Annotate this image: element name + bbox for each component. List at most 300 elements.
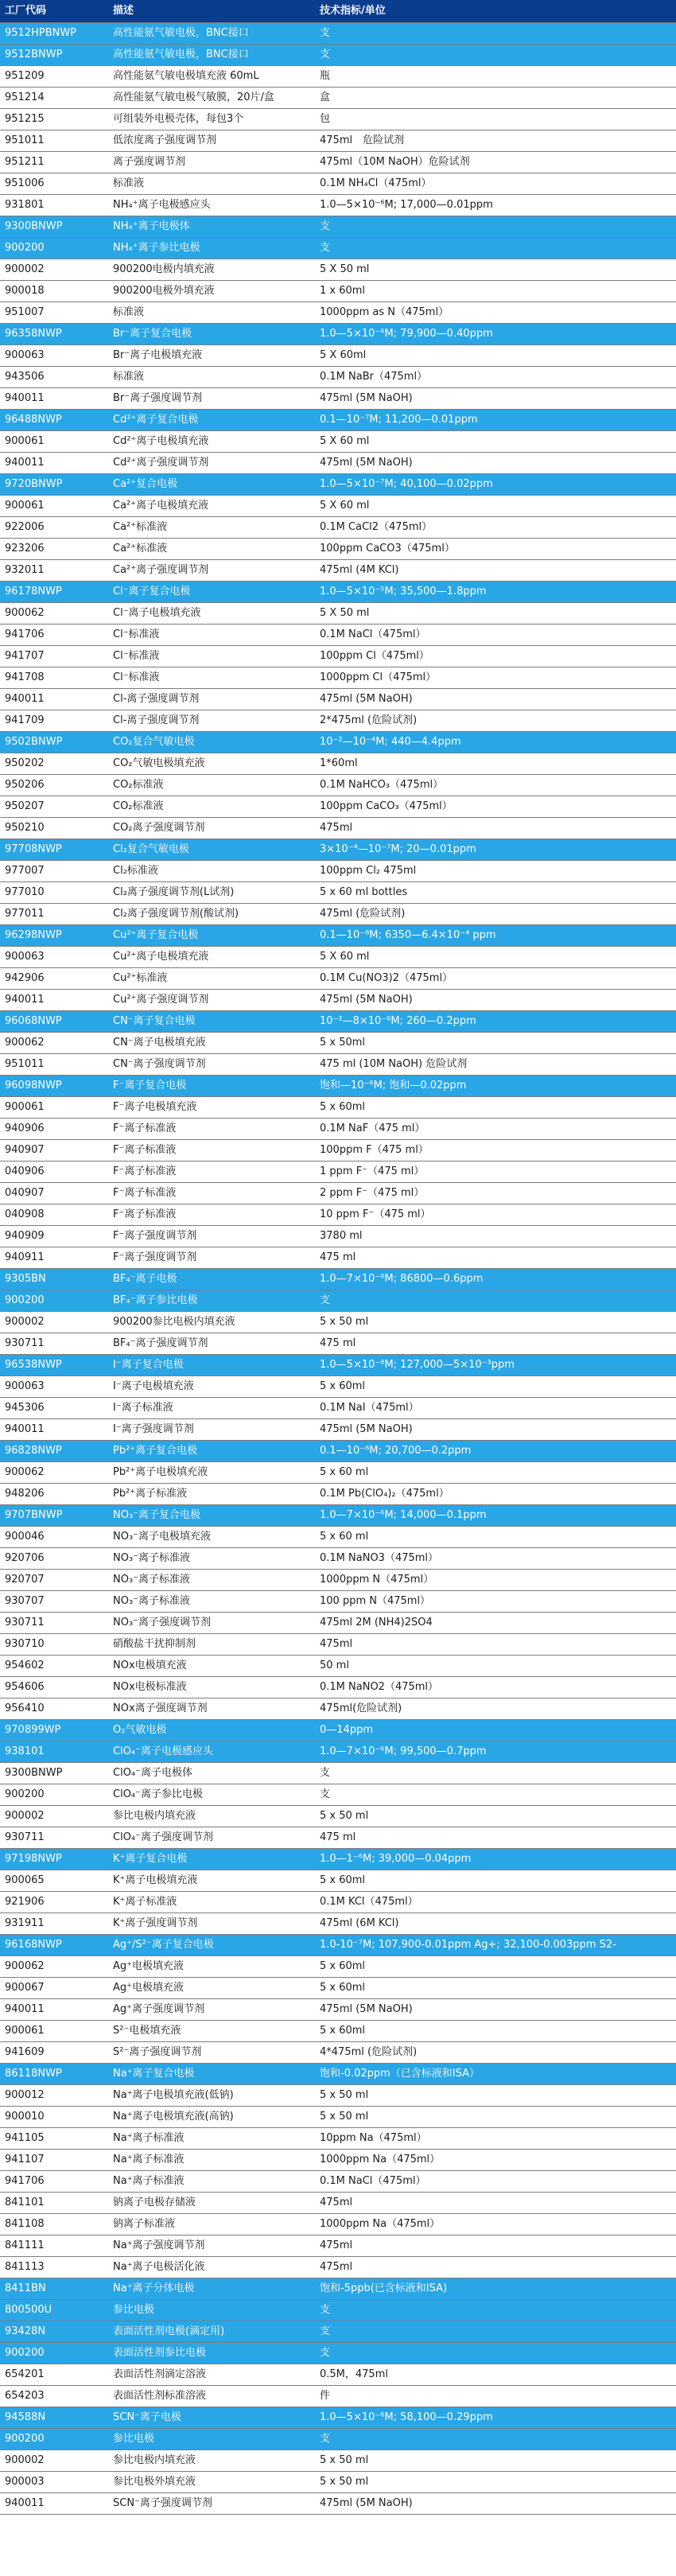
cell-description: ClO₄⁻离子电极感应头 — [108, 1741, 315, 1763]
cell-factory-code: 951007 — [0, 302, 108, 324]
cell-factory-code: 950206 — [0, 775, 108, 796]
cell-factory-code: 921906 — [0, 1892, 108, 1913]
table-row-electrode — [0, 1720, 676, 1741]
cell-description: Ag⁺离子强度调节剂 — [108, 1999, 315, 2021]
cell-description: 900200电极内填充液 — [108, 259, 315, 281]
cell-description: Na⁺离子分体电极 — [108, 2278, 315, 2300]
cell-factory-code: 950210 — [0, 818, 108, 839]
cell-factory-code: 900200 — [0, 238, 108, 259]
cell-description: CO₂标准液 — [108, 775, 315, 796]
table-row-electrode — [0, 324, 676, 345]
cell-spec-unit: 10ppm Na（475ml） — [315, 2128, 676, 2150]
cell-spec-unit: 支 — [315, 1290, 676, 1312]
cell-spec-unit: 475ml — [315, 2236, 676, 2257]
cell-spec-unit: 50 ml — [315, 1656, 676, 1677]
cell-description: Br⁻离子强度调节剂 — [108, 388, 315, 410]
table-row — [0, 968, 676, 990]
cell-description: Cd²⁺离子复合电极 — [108, 410, 315, 431]
cell-spec-unit: 2*475ml (危险试剂) — [315, 710, 676, 732]
cell-factory-code: 900018 — [0, 281, 108, 302]
cell-factory-code: 923206 — [0, 539, 108, 560]
cell-factory-code: 977011 — [0, 904, 108, 925]
table-row-electrode — [0, 238, 676, 259]
cell-description: 表面活性剂滴定溶液 — [108, 2364, 315, 2386]
cell-spec-unit: 5 x 50 ml — [315, 2085, 676, 2107]
cell-description: Cd²⁺离子强度调节剂 — [108, 453, 315, 474]
cell-description: F⁻离子电极填充液 — [108, 1097, 315, 1119]
cell-spec-unit: 475ml (5M NaOH) — [315, 990, 676, 1011]
cell-spec-unit: 盒 — [315, 88, 676, 109]
cell-factory-code: 940011 — [0, 689, 108, 710]
cell-spec-unit: 5 x 60 ml — [315, 1527, 676, 1548]
table-row — [0, 259, 676, 281]
cell-spec-unit: 100ppm Cl（475ml） — [315, 646, 676, 667]
table-row-electrode — [0, 23, 676, 45]
cell-factory-code: 900065 — [0, 1870, 108, 1892]
table-row — [0, 861, 676, 882]
table-row-electrode — [0, 925, 676, 947]
cell-description: I⁻离子复合电极 — [108, 1355, 315, 1376]
cell-spec-unit: 10⁻²—8×10⁻⁶M; 260—0.2ppm — [315, 1011, 676, 1033]
cell-spec-unit: 0.1M KCl（475ml） — [315, 1892, 676, 1913]
table-row — [0, 1827, 676, 1849]
cell-spec-unit: 475 ml — [315, 1333, 676, 1355]
table-row — [0, 1312, 676, 1333]
cell-factory-code: 654203 — [0, 2386, 108, 2407]
cell-factory-code: 900061 — [0, 496, 108, 517]
table-row — [0, 1398, 676, 1419]
cell-spec-unit: 支 — [315, 1784, 676, 1806]
cell-factory-code: 900062 — [0, 1462, 108, 1484]
cell-spec-unit: 1.0—1⁻⁶M; 39,000—0.04ppm — [315, 1849, 676, 1870]
cell-spec-unit: 475 ml — [315, 1827, 676, 1849]
cell-factory-code: 96168NWP — [0, 1935, 108, 1956]
cell-factory-code: 841113 — [0, 2257, 108, 2278]
cell-spec-unit: 10⁻²—10⁻⁴M; 440—4.4ppm — [315, 732, 676, 753]
cell-description: 参比电极 — [108, 2300, 315, 2321]
cell-spec-unit: 支 — [315, 216, 676, 238]
cell-description: Cu²⁺标准液 — [108, 968, 315, 990]
cell-spec-unit: 0.1M Cu(NO3)2（475ml） — [315, 968, 676, 990]
cell-spec-unit: 100ppm F（475 ml） — [315, 1140, 676, 1162]
cell-description: CO₂气敏电极填充液 — [108, 753, 315, 775]
table-row — [0, 1527, 676, 1548]
table-header-row — [0, 0, 676, 23]
cell-factory-code: 900002 — [0, 1312, 108, 1333]
table-row-electrode — [0, 1269, 676, 1290]
cell-description: 900200电极外填充液 — [108, 281, 315, 302]
table-row — [0, 1376, 676, 1398]
table-row — [0, 1183, 676, 1204]
cell-spec-unit: 支 — [315, 2300, 676, 2321]
cell-spec-unit: 支 — [315, 45, 676, 66]
cell-description: I⁻离子标准液 — [108, 1398, 315, 1419]
table-row-electrode — [0, 2278, 676, 2300]
table-row — [0, 560, 676, 582]
table-row — [0, 367, 676, 388]
cell-spec-unit: 支 — [315, 238, 676, 259]
cell-spec-unit: 1000ppm as N（475ml） — [315, 302, 676, 324]
cell-factory-code: 942906 — [0, 968, 108, 990]
cell-description: Ag⁺电极填充液 — [108, 1956, 315, 1978]
table-row — [0, 517, 676, 539]
cell-factory-code: 930711 — [0, 1827, 108, 1849]
cell-factory-code: 040906 — [0, 1162, 108, 1183]
cell-factory-code: 954602 — [0, 1656, 108, 1677]
column-header-spec-unit: 技术指标/单位 — [315, 0, 676, 23]
table-row — [0, 1054, 676, 1076]
cell-description: SCN⁻离子电极 — [108, 2407, 315, 2429]
cell-spec-unit: 100ppm CaCO3（475ml） — [315, 539, 676, 560]
cell-factory-code: 950202 — [0, 753, 108, 775]
cell-spec-unit: 1.0—5×10⁻⁵M; 35,500—1.8ppm — [315, 582, 676, 603]
table-row — [0, 818, 676, 839]
table-row — [0, 2107, 676, 2128]
cell-spec-unit: 0.1M NaCl（475ml） — [315, 2171, 676, 2193]
cell-description: 钠离子电极存储液 — [108, 2193, 315, 2214]
cell-spec-unit: 475ml 危险试剂 — [315, 130, 676, 152]
cell-description: K⁺离子电极填充液 — [108, 1870, 315, 1892]
cell-spec-unit: 1.0—5×10⁻⁷M; 40,100—0.02ppm — [315, 474, 676, 496]
cell-description: 硝酸盐干扰抑制剂 — [108, 1634, 315, 1656]
cell-factory-code: 900062 — [0, 1033, 108, 1054]
cell-description: NO₃⁻离子标准液 — [108, 1591, 315, 1613]
cell-factory-code: 940907 — [0, 1140, 108, 1162]
cell-description: Cl⁻标准液 — [108, 667, 315, 689]
cell-spec-unit: 0.1M NaCl（475ml） — [315, 625, 676, 646]
cell-factory-code: 86118NWP — [0, 2064, 108, 2085]
cell-spec-unit: 支 — [315, 1763, 676, 1784]
cell-description: Br⁻离子电极填充液 — [108, 345, 315, 367]
cell-factory-code: 931911 — [0, 1913, 108, 1935]
table-row — [0, 1656, 676, 1677]
table-row-electrode — [0, 1505, 676, 1527]
table-row — [0, 453, 676, 474]
table-row — [0, 1978, 676, 1999]
cell-spec-unit: 5 x 60 ml bottles — [315, 882, 676, 904]
cell-description: Na⁺离子电极填充液(高钠) — [108, 2107, 315, 2128]
cell-description: 参比电极内填充液 — [108, 2450, 315, 2472]
cell-spec-unit: 3780 ml — [315, 1226, 676, 1247]
cell-description: NH₄⁺离子电极体 — [108, 216, 315, 238]
table-row — [0, 66, 676, 88]
cell-description: Cd²⁺离子电极填充液 — [108, 431, 315, 453]
cell-description: Cu²⁺离子复合电极 — [108, 925, 315, 947]
cell-description: F⁻离子标准液 — [108, 1119, 315, 1140]
cell-spec-unit: 475ml (5M NaOH) — [315, 1999, 676, 2021]
table-row — [0, 1870, 676, 1892]
cell-spec-unit: 5 X 50 ml — [315, 603, 676, 625]
cell-spec-unit: 100 ppm N（475ml） — [315, 1591, 676, 1613]
cell-description: Ag⁺/S²⁻离子复合电极 — [108, 1935, 315, 1956]
cell-factory-code: 941609 — [0, 2042, 108, 2064]
cell-factory-code: 9707BNWP — [0, 1505, 108, 1527]
cell-spec-unit: 475ml (5M NaOH) — [315, 2493, 676, 2515]
cell-description: Cl⁻标准液 — [108, 646, 315, 667]
cell-factory-code: 930710 — [0, 1634, 108, 1656]
table-row — [0, 882, 676, 904]
cell-spec-unit: 0.1—10⁻⁶M; 20,700—0.2ppm — [315, 1441, 676, 1462]
cell-description: Cl₂离子强度调节剂(酸试剂) — [108, 904, 315, 925]
cell-description: 表面活性剂标准溶液 — [108, 2386, 315, 2407]
cell-spec-unit: 5 x 50 ml — [315, 1806, 676, 1827]
cell-factory-code: 654201 — [0, 2364, 108, 2386]
cell-description: CN⁻离子复合电极 — [108, 1011, 315, 1033]
cell-factory-code: 900062 — [0, 603, 108, 625]
cell-factory-code: 900010 — [0, 2107, 108, 2128]
cell-factory-code: 900046 — [0, 1527, 108, 1548]
cell-spec-unit: 10 ppm F⁻（475 ml） — [315, 1204, 676, 1226]
cell-factory-code: 96488NWP — [0, 410, 108, 431]
cell-factory-code: 950207 — [0, 796, 108, 818]
cell-description: SCN⁻离子强度调节剂 — [108, 2493, 315, 2515]
cell-description: F⁻离子强度调节剂 — [108, 1226, 315, 1247]
cell-factory-code: 920707 — [0, 1570, 108, 1591]
table-row — [0, 1806, 676, 1827]
cell-description: F⁻离子复合电极 — [108, 1076, 315, 1097]
cell-factory-code: 97708NWP — [0, 839, 108, 861]
cell-description: Cl⁻离子电极填充液 — [108, 603, 315, 625]
cell-spec-unit: 0.5M，475ml — [315, 2364, 676, 2386]
cell-factory-code: 941708 — [0, 667, 108, 689]
table-row-electrode — [0, 216, 676, 238]
cell-description: Ca²⁺离子强度调节剂 — [108, 560, 315, 582]
table-row — [0, 2257, 676, 2278]
cell-spec-unit: 5 X 60 ml — [315, 431, 676, 453]
cell-factory-code: 931801 — [0, 195, 108, 216]
table-row — [0, 1333, 676, 1355]
cell-spec-unit: 1.0—7×10⁻⁶M; 14,000—0.1ppm — [315, 1505, 676, 1527]
cell-factory-code: 900003 — [0, 2472, 108, 2493]
table-row — [0, 2171, 676, 2193]
table-row-electrode — [0, 1011, 676, 1033]
cell-description: 参比电极 — [108, 2429, 315, 2450]
cell-description: NH₄⁺离子电极感应头 — [108, 195, 315, 216]
cell-description: F⁻离子标准液 — [108, 1140, 315, 1162]
table-row — [0, 1462, 676, 1484]
table-row — [0, 2214, 676, 2236]
cell-spec-unit: 5 x 60ml — [315, 2021, 676, 2042]
cell-spec-unit: 0.1M NaI（475ml） — [315, 1398, 676, 1419]
cell-spec-unit: 饱和-5ppb(已含标液和ISA) — [315, 2278, 676, 2300]
cell-factory-code: 930711 — [0, 1333, 108, 1355]
table-row — [0, 1247, 676, 1269]
cell-description: 高性能氨气敏电极气敏膜，20片/盒 — [108, 88, 315, 109]
cell-description: NOx电极填充液 — [108, 1656, 315, 1677]
table-row — [0, 195, 676, 216]
table-row — [0, 904, 676, 925]
cell-description: BF₄⁻离子电极 — [108, 1269, 315, 1290]
table-row — [0, 88, 676, 109]
cell-factory-code: 96828NWP — [0, 1441, 108, 1462]
cell-description: Pb²⁺离子复合电极 — [108, 1441, 315, 1462]
cell-spec-unit: 5 x 50 ml — [315, 1312, 676, 1333]
table-row — [0, 2150, 676, 2171]
cell-spec-unit: 包 — [315, 109, 676, 130]
cell-spec-unit: 1 x 60ml — [315, 281, 676, 302]
cell-description: 表面活性剂参比电极 — [108, 2343, 315, 2364]
table-row-electrode — [0, 474, 676, 496]
table-row — [0, 1484, 676, 1505]
cell-spec-unit: 1.0—5×10⁻⁶M; 58,100—0.29ppm — [315, 2407, 676, 2429]
table-row-electrode — [0, 732, 676, 753]
cell-factory-code: 941709 — [0, 710, 108, 732]
cell-description: NO₃⁻离子强度调节剂 — [108, 1613, 315, 1634]
cell-description: S²⁻离子强度调节剂 — [108, 2042, 315, 2064]
cell-description: NOx离子强度调节剂 — [108, 1699, 315, 1720]
cell-description: S²⁻电极填充液 — [108, 2021, 315, 2042]
cell-description: Cl-离子强度调节剂 — [108, 710, 315, 732]
table-row — [0, 1162, 676, 1183]
table-row — [0, 2236, 676, 2257]
cell-spec-unit: 瓶 — [315, 66, 676, 88]
cell-description: ClO₄⁻离子强度调节剂 — [108, 1827, 315, 1849]
table-row-electrode — [0, 1076, 676, 1097]
cell-description: 高性能氨气敏电极，BNC接口 — [108, 23, 315, 45]
cell-spec-unit: 0.1M Pb(ClO₄)₂（475ml） — [315, 1484, 676, 1505]
cell-factory-code: 9300BNWP — [0, 216, 108, 238]
cell-description: CN⁻离子电极填充液 — [108, 1033, 315, 1054]
cell-factory-code: 900002 — [0, 2450, 108, 2472]
cell-spec-unit: 2 ppm F⁻（475 ml） — [315, 1183, 676, 1204]
cell-spec-unit: 475ml — [315, 818, 676, 839]
cell-description: Cl⁻标准液 — [108, 625, 315, 646]
cell-spec-unit: 1000ppm Na（475ml） — [315, 2150, 676, 2171]
cell-factory-code: 920706 — [0, 1548, 108, 1570]
table-row — [0, 109, 676, 130]
cell-factory-code: 940011 — [0, 1999, 108, 2021]
cell-spec-unit: 饱和-0.02ppm（已含标液和ISA） — [315, 2064, 676, 2085]
table-row — [0, 1548, 676, 1570]
cell-factory-code: 96178NWP — [0, 582, 108, 603]
table-row — [0, 152, 676, 173]
cell-factory-code: 900200 — [0, 2429, 108, 2450]
cell-description: Na⁺离子强度调节剂 — [108, 2236, 315, 2257]
cell-description: Ca²⁺离子电极填充液 — [108, 496, 315, 517]
cell-spec-unit: 475ml (5M NaOH) — [315, 1419, 676, 1441]
cell-description: F⁻离子标准液 — [108, 1162, 315, 1183]
cell-factory-code: 970899WP — [0, 1720, 108, 1741]
cell-factory-code: 841108 — [0, 2214, 108, 2236]
cell-spec-unit: 475ml — [315, 2257, 676, 2278]
cell-spec-unit: 0.1M NaHCO₃（475ml） — [315, 775, 676, 796]
cell-factory-code: 96538NWP — [0, 1355, 108, 1376]
table-row-electrode — [0, 1849, 676, 1870]
cell-factory-code: 9305BN — [0, 1269, 108, 1290]
cell-description: Pb²⁺离子电极填充液 — [108, 1462, 315, 1484]
table-row — [0, 1419, 676, 1441]
cell-description: 参比电极外填充液 — [108, 2472, 315, 2493]
table-row — [0, 431, 676, 453]
cell-factory-code: 900200 — [0, 2343, 108, 2364]
cell-spec-unit: 475ml (5M NaOH) — [315, 689, 676, 710]
cell-description: Cl₂标准液 — [108, 861, 315, 882]
cell-description: Ca²⁺标准液 — [108, 539, 315, 560]
cell-factory-code: 96068NWP — [0, 1011, 108, 1033]
column-header-factory-code: 工厂代码 — [0, 0, 108, 23]
cell-description: Pb²⁺离子标准液 — [108, 1484, 315, 1505]
cell-description: Na⁺离子复合电极 — [108, 2064, 315, 2085]
table-row — [0, 603, 676, 625]
table-row — [0, 689, 676, 710]
cell-factory-code: 900061 — [0, 1097, 108, 1119]
cell-factory-code: 941706 — [0, 2171, 108, 2193]
cell-spec-unit: 0.1M CaCl2（475ml） — [315, 517, 676, 539]
cell-description: F⁻离子强度调节剂 — [108, 1247, 315, 1269]
cell-description: 高性能氨气敏电极填充液 60mL — [108, 66, 315, 88]
cell-spec-unit: 475ml (危险试剂) — [315, 904, 676, 925]
table-row — [0, 130, 676, 152]
cell-spec-unit: 0.1M NaNO3（475ml） — [315, 1548, 676, 1570]
table-row — [0, 1119, 676, 1140]
table-row-electrode — [0, 1935, 676, 1956]
cell-spec-unit: 0.1M NaBr（475ml） — [315, 367, 676, 388]
table-row-electrode — [0, 1290, 676, 1312]
table-row — [0, 1677, 676, 1699]
cell-factory-code: 922006 — [0, 517, 108, 539]
cell-factory-code: 940011 — [0, 453, 108, 474]
cell-spec-unit: 1000ppm Na（475ml） — [315, 2214, 676, 2236]
cell-factory-code: 943506 — [0, 367, 108, 388]
cell-factory-code: 948206 — [0, 1484, 108, 1505]
cell-description: NH₄⁺离子参比电极 — [108, 238, 315, 259]
cell-factory-code: 951006 — [0, 173, 108, 195]
cell-spec-unit: 0—14ppm — [315, 1720, 676, 1741]
cell-spec-unit: 支 — [315, 2429, 676, 2450]
cell-spec-unit: 5 x 50 ml — [315, 2472, 676, 2493]
cell-spec-unit: 1.0—5×10⁻⁶M; 79,900—0.40ppm — [315, 324, 676, 345]
table-row — [0, 2493, 676, 2515]
cell-factory-code: 900200 — [0, 1784, 108, 1806]
cell-factory-code: 951011 — [0, 130, 108, 152]
cell-description: F⁻离子标准液 — [108, 1204, 315, 1226]
cell-spec-unit: 475ml (5M NaOH) — [315, 453, 676, 474]
table-row-electrode — [0, 1355, 676, 1376]
table-row-electrode — [0, 2343, 676, 2364]
table-row — [0, 2450, 676, 2472]
cell-description: Cu²⁺离子电极填充液 — [108, 947, 315, 968]
cell-spec-unit: 1*60ml — [315, 753, 676, 775]
cell-spec-unit: 4*475ml (危险试剂) — [315, 2042, 676, 2064]
cell-spec-unit: 支 — [315, 2321, 676, 2343]
cell-spec-unit: 5 x 60ml — [315, 1870, 676, 1892]
cell-factory-code: 940011 — [0, 1419, 108, 1441]
cell-description: I⁻离子强度调节剂 — [108, 1419, 315, 1441]
cell-factory-code: 954606 — [0, 1677, 108, 1699]
cell-description: Br⁻离子复合电极 — [108, 324, 315, 345]
cell-spec-unit: 1000ppm Cl（475ml） — [315, 667, 676, 689]
table-row — [0, 1204, 676, 1226]
table-body — [0, 23, 676, 2515]
cell-spec-unit: 475ml (6M KCl) — [315, 1913, 676, 1935]
cell-description: Na⁺离子标准液 — [108, 2128, 315, 2150]
cell-factory-code: 951215 — [0, 109, 108, 130]
cell-spec-unit: 475ml 2M (NH4)2SO4 — [315, 1613, 676, 1634]
table-row — [0, 2085, 676, 2107]
cell-description: 900200参比电极内填充液 — [108, 1312, 315, 1333]
cell-factory-code: 941105 — [0, 2128, 108, 2150]
table-row-electrode — [0, 2407, 676, 2429]
cell-spec-unit: 1.0—7×10⁻⁶M; 86800—0.6ppm — [315, 1269, 676, 1290]
cell-factory-code: 9720BNWP — [0, 474, 108, 496]
cell-factory-code: 940911 — [0, 1247, 108, 1269]
cell-spec-unit: 件 — [315, 2386, 676, 2407]
cell-factory-code: 977007 — [0, 861, 108, 882]
cell-factory-code: 040908 — [0, 1204, 108, 1226]
cell-description: Na⁺离子标准液 — [108, 2150, 315, 2171]
cell-spec-unit: 475ml（10M NaOH）危险试剂 — [315, 152, 676, 173]
cell-spec-unit: 5 X 60 ml — [315, 496, 676, 517]
